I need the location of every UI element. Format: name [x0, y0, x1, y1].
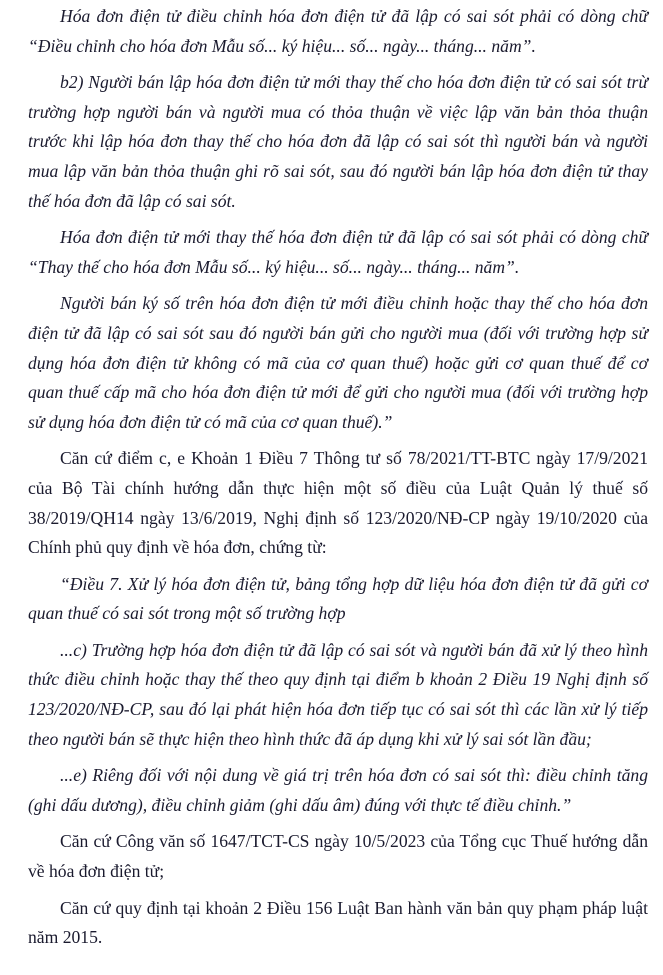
paragraph-replacement-note: Hóa đơn điện tử mới thay thế hóa đơn điện tử đã lập có sai sót phải có dòng chữ “Thay thế cho hóa đơn Mẫu số... ký hiệu... số... ngày... tháng... năm”.: [28, 227, 648, 277]
paragraph-adjustment-note: Hóa đơn điện tử điều chỉnh hóa đơn điện tử đã lập có sai sót phải có dòng chữ “Điều chỉnh cho hóa đơn Mẫu số... ký hiệu... số... ngày... tháng... năm”.: [28, 6, 648, 56]
paragraph-digital-signing: Người bán ký số trên hóa đơn điện tử mới điều chỉnh hoặc thay thế cho hóa đơn điện tử đã lập có sai sót sau đó người bán gửi cho người mua (đối với trường hợp sử dụng hóa đơn điện tử không có mã của cơ quan thuế) hoặc gửi cơ quan thuế để cơ quan thuế cấp mã cho hóa đơn điện tử mới để gửi cho người mua (đối với trường hợp sử dụng hóa đơn điện tử có mã của cơ quan thuế).”: [28, 293, 648, 432]
paragraph-legal-basis-circular: Căn cứ điểm c, e Khoản 1 Điều 7 Thông tư số 78/2021/TT-BTC ngày 17/9/2021 của Bộ Tài chính hướng dẫn thực hiện một số điều của Luật Quản lý thuế số 38/2019/QH14 ngày 13/6/2019, Nghị định số 123/2020/NĐ-CP ngày 19/10/2020 của Chính phủ quy định về hóa đơn, chứng từ:: [28, 448, 648, 558]
paragraph-legal-basis-official-letter: Căn cứ Công văn số 1647/TCT-CS ngày 10/5/2023 của Tổng cục Thuế hướng dẫn về hóa đơn điện tử;: [28, 831, 648, 882]
paragraph-b2-replacement: b2) Người bán lập hóa đơn điện tử mới thay thế cho hóa đơn điện tử có sai sót trừ trường hợp người bán và người mua có thỏa thuận về việc lập văn bản thỏa thuận trước khi lập hóa đơn thay thế cho hóa đơn đã lập có sai sót thì người bán và người mua lập văn bản thỏa thuận ghi rõ sai sót, sau đó người bán lập hóa đơn điện tử thay thế hóa đơn đã lập có sai sót.: [28, 72, 648, 211]
paragraph-legal-basis-law: Căn cứ quy định tại khoản 2 Điều 156 Luật Ban hành văn bản quy phạm pháp luật năm 2015.: [28, 897, 648, 948]
paragraph-article-7-heading: “Điều 7. Xử lý hóa đơn điện tử, bảng tổng hợp dữ liệu hóa đơn điện tử đã gửi cơ quan thuế có sai sót trong một số trường hợp: [28, 573, 648, 624]
paragraph-point-e: ...e) Riêng đối với nội dung về giá trị trên hóa đơn có sai sót thì: điều chỉnh tăng (ghi dấu dương), điều chỉnh giảm (ghi dấu âm) đúng với thực tế điều chỉnh.”: [28, 765, 648, 815]
paragraph-point-c: ...c) Trường hợp hóa đơn điện tử đã lập có sai sót và người bán đã xử lý theo hình thức điều chỉnh hoặc thay thế theo quy định tại điểm b khoản 2 Điều 19 Nghị định số 123/2020/NĐ-CP, sau đó lại phát hiện hóa đơn tiếp tục có sai sót thì các lần xử lý tiếp theo người bán sẽ thực hiện theo hình thức đã áp dụng khi xử lý sai sót lần đầu;: [28, 639, 648, 749]
